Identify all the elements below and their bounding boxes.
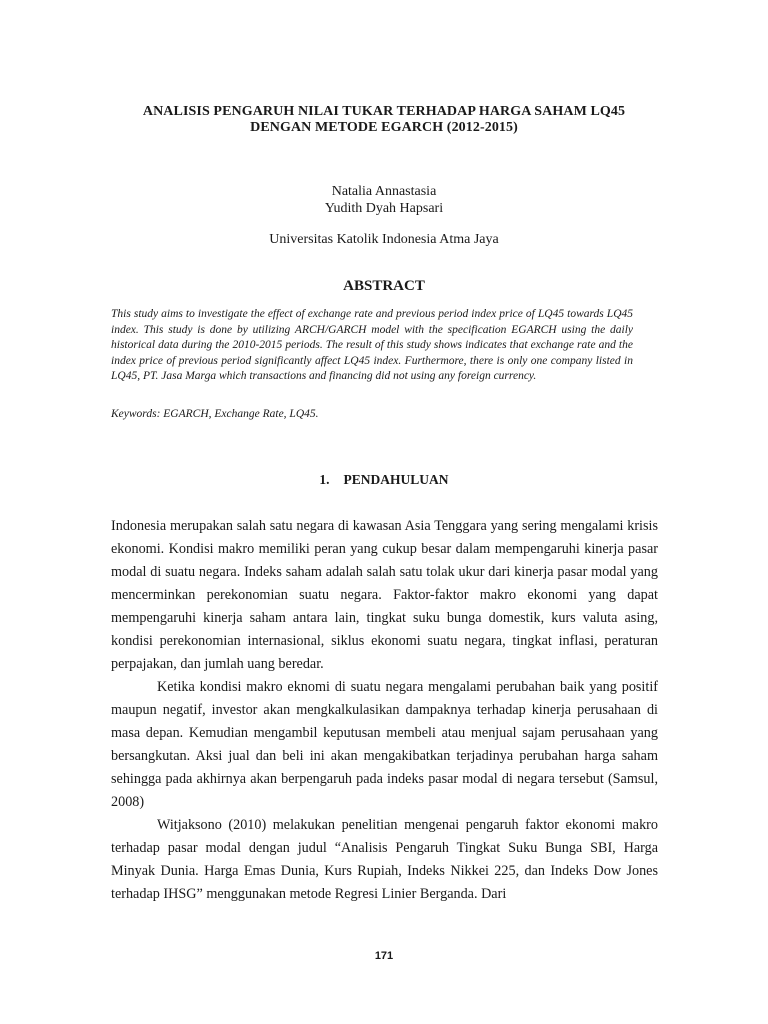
author-list [0, 183, 768, 217]
section-body [111, 515, 658, 906]
abstract-heading: ABSTRACT [343, 278, 425, 294]
body-paragraph: Witjaksono (2010) melakukan penelitian mengenai pengaruh faktor ekonomi makro terhadap pasar modal dengan judul “Analisis Pengaruh Tingkat Suku Bunga SBI, Harga Minyak Dunia. Harga Emas Dunia, Kurs Rupiah, Indeks Nikkei 225, dan Indeks Dow Jones terhadap IHSG” menggunakan metode Regresi Linier Berganda. Dari [111, 817, 658, 902]
author-name: Natalia Annastasia [331, 184, 437, 199]
author-name: Yudith Dyah Hapsari [324, 201, 444, 216]
page-number: 171 [374, 950, 394, 962]
section-number: 1. [319, 472, 330, 487]
body-paragraph: Indonesia merupakan salah satu negara di kawasan Asia Tenggara yang sering mengalami krisis ekonomi. Kondisi makro memiliki peran yang cukup besar dalam mempengaruhi kinerja pasar modal di suatu negara. Indeks saham adalah salah satu tolak ukur dari kinerja pasar modal yang mencerminkan perekonomian suatu negara. Faktor-faktor makro ekonomi yang dapat mempengaruhi kinerja saham antara lain, tingkat suku bunga domestik, kurs valuta asing, kondisi perekonomian internasional, siklus ekonomi suatu negara, tingkat inflasi, peraturan perpajakan, dan jumlah uang beredar. [111, 518, 658, 672]
abstract-text: This study aims to investigate the effect of exchange rate and previous period index price of LQ45 towards LQ45 index. This study is done by utilizing ARCH/GARCH model with the specification EGARCH using the daily historical data during the 2010-2015 periods. The result of this study shows indicates that exchange rate and the index price of previous period significantly affect LQ45 index. Furthermore, there is only one company listed in LQ45, PT. Jasa Marga which transactions and financing did not using any foreign currency. [111, 308, 633, 382]
section-heading [0, 472, 768, 488]
section-title: PENDAHULUAN [343, 472, 449, 487]
keywords: Keywords: EGARCH, Exchange Rate, LQ45. [111, 408, 319, 420]
paper-title [0, 104, 768, 136]
paper-title-line-1: ANALISIS PENGARUH NILAI TUKAR TERHADAP HARGA SAHAM LQ45 [142, 104, 626, 119]
body-paragraph: Ketika kondisi makro eknomi di suatu negara mengalami perubahan baik yang positif maupun negatif, investor akan mengkalkulasikan dampaknya terhadap kinerja perusahaan di masa depan. Kemudian mengambil keputusan membeli atau menjual sajam perusahaan yang bersangkutan. Aksi jual dan beli ini akan mengakibatkan terjadinya perubahan harga saham sehingga pada akhirnya akan berpengaruh pada indeks pasar modal di negara tersebut (Samsul, 2008) [111, 679, 658, 810]
author-affiliation: Universitas Katolik Indonesia Atma Jaya [269, 232, 499, 247]
paper-title-line-2: DENGAN METODE EGARCH (2012-2015) [250, 120, 518, 135]
